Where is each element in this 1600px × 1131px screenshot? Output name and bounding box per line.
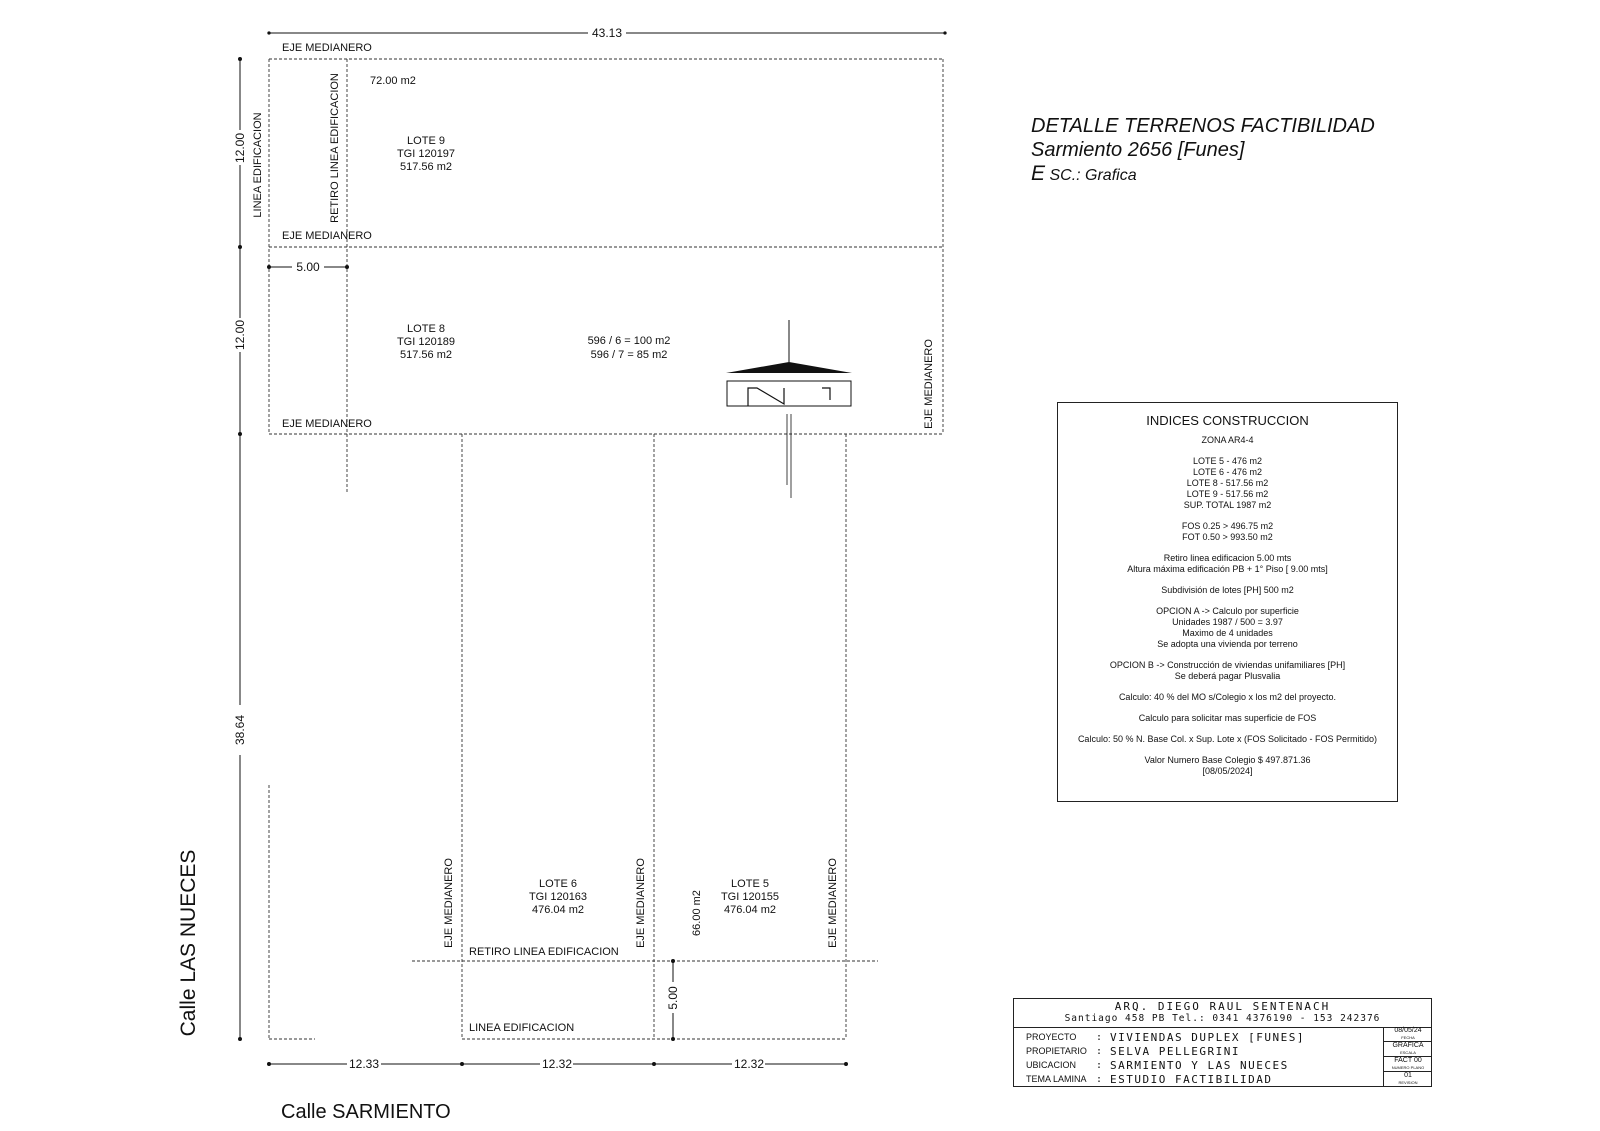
svg-text:5.00: 5.00 (666, 986, 680, 1010)
opcion-a: OPCION A -> Calculo por superficie Unidades 1987 / 500 = 3.97 Maximo de 4 unidades Se adopta una vivienda por terreno (1156, 606, 1299, 649)
north-arrow-icon (726, 320, 852, 498)
title-line-2: Sarmiento 2656 [Funes] (1031, 139, 1245, 161)
fos-fot: FOS 0.25 > 496.75 m2 FOT 0.50 > 993.50 m2 (1181, 521, 1274, 542)
valor-base: Valor Numero Base Colegio $ 497.871.36 [08/05/2024] (1144, 755, 1311, 776)
svg-text:EJE MEDIANERO: EJE MEDIANERO (282, 230, 372, 242)
svg-text:TGI 120163: TGI 120163 (528, 891, 588, 903)
cartouche-row-tema: TEMA LAMINA : ESTUDIO FACTIBILIDAD (1026, 1072, 1273, 1086)
svg-text:LOTE 6: LOTE 6 (539, 878, 577, 890)
scale-line: E SC.: Grafica (1031, 162, 1137, 185)
svg-text:TGI 120155: TGI 120155 (720, 891, 780, 903)
cartouche-row-propietario: PROPIETARIO : SELVA PELLEGRINI (1026, 1044, 1240, 1058)
zona: ZONA AR4-4 (1201, 435, 1254, 445)
cartouche-header (1014, 999, 1431, 1028)
plano-cell: FACT 00 NUMERO PLANO (1384, 1057, 1432, 1072)
fecha-cell: 08/05/24 FECHA (1384, 1027, 1432, 1042)
svg-text:LOTE 9: LOTE 9 (407, 135, 445, 147)
escala-cell: GRAFICA ESCALA (1384, 1042, 1432, 1057)
revision-cell: 01 REVISION (1398, 1072, 1418, 1085)
architect-address: Santiago 458 PB Tel.: 0341 4376190 - 153 242376 (1064, 1013, 1381, 1024)
calc-line-1: 596 / 6 = 100 m2 (587, 335, 671, 347)
svg-text:476.04 m2: 476.04 m2 (724, 904, 776, 916)
dimension-500-top (267, 260, 349, 274)
street-las-nueces: Calle LAS NUECES (177, 849, 200, 1037)
svg-text:5.00: 5.00 (296, 260, 320, 274)
svg-text:EJE MEDIANERO: EJE MEDIANERO (635, 858, 647, 948)
calculo-2: Calculo para solicitar mas superficie de FOS (1138, 713, 1317, 723)
dimension-3864: 38.64 (233, 714, 247, 746)
lot-5-label (721, 878, 779, 916)
lot-6-label (529, 878, 587, 916)
drawing-title (1031, 114, 1375, 188)
bottom-dimension-chain (267, 1057, 848, 1071)
subdivision: Subdivisión de lotes [PH] 500 m2 (1161, 585, 1294, 595)
svg-text:EJE MEDIANERO: EJE MEDIANERO (923, 339, 935, 429)
overall-width-dimension (269, 26, 945, 40)
svg-text:EJE MEDIANERO: EJE MEDIANERO (282, 418, 372, 430)
retiro-linea-vertical: RETIRO LINEA EDIFICACION (329, 73, 341, 223)
cartouche-rows (1026, 1030, 1381, 1086)
calculo-1: Calculo: 40 % del MO s/Colegio x los m2 del proyecto. (1118, 692, 1337, 702)
linea-edificacion-horizontal: LINEA EDIFICACION (469, 1022, 575, 1034)
calculo-3: Calculo: 50 % N. Base Col. x Sup. Lote x (FOS Solicitado - FOS Permitido) (1077, 734, 1378, 744)
svg-text:12.33: 12.33 (348, 1057, 380, 1071)
cartouche-row-ubicacion: UBICACION : SARMIENTO Y LAS NUECES (1026, 1058, 1289, 1072)
eje-medianero-labels (282, 42, 935, 948)
lotes-list: LOTE 5 - 476 m2 LOTE 6 - 476 m2 LOTE 8 - 517.56 m2 LOTE 9 - 517.56 m2 SUP. TOTAL 1987 m2 (1183, 456, 1272, 510)
linea-edificacion-vertical: LINEA EDIFICACION (252, 112, 264, 218)
svg-text:LOTE 8: LOTE 8 (407, 323, 445, 335)
svg-text:LOTE 5: LOTE 5 (731, 878, 769, 890)
street-sarmiento: Calle SARMIENTO (281, 1101, 451, 1123)
indices-title: INDICES CONSTRUCCION (1146, 413, 1309, 428)
cartouche-side-cells (1383, 1027, 1432, 1087)
calc-line-2: 596 / 7 = 85 m2 (590, 349, 668, 361)
svg-text:EJE MEDIANERO: EJE MEDIANERO (282, 42, 372, 54)
svg-text:476.04 m2: 476.04 m2 (532, 904, 584, 916)
svg-text:517.56 m2: 517.56 m2 (400, 161, 452, 173)
cartouche-row-proyecto: PROYECTO : VIVIENDAS DUPLEX [FUNES] (1026, 1030, 1305, 1044)
dimension-12-top: 12.00 (233, 132, 247, 164)
dimension-12-middle: 12.00 (233, 319, 247, 351)
architect-name: ARQ. DIEGO RAUL SENTENACH (1114, 1000, 1331, 1013)
dimension-500-bottom (666, 959, 680, 1041)
opcion-b: OPCION B -> Construcción de viviendas unifamiliares [PH] Se deberá pagar Plusvalia (1109, 660, 1346, 681)
svg-text:TGI 120197: TGI 120197 (396, 148, 456, 160)
title-line-1: DETALLE TERRENOS FACTIBILIDAD (1031, 115, 1375, 137)
svg-text:517.56 m2: 517.56 m2 (400, 349, 452, 361)
svg-text:12.32: 12.32 (541, 1057, 573, 1071)
lot-8-label (397, 323, 455, 361)
svg-text:12.32: 12.32 (733, 1057, 765, 1071)
indices-construccion-panel (1057, 402, 1398, 802)
svg-text:EJE MEDIANERO: EJE MEDIANERO (827, 858, 839, 948)
svg-text:TGI 120189: TGI 120189 (396, 336, 456, 348)
area-66: 66.00 m2 (691, 890, 703, 936)
area-72: 72.00 m2 (370, 75, 416, 87)
overall-width-label: 43.13 (591, 26, 623, 40)
retiro-altura: Retiro linea edificacion 5.00 mts Altura máxima edificación PB + 1° Piso [ 9.00 mts] (1127, 553, 1328, 574)
svg-text:EJE MEDIANERO: EJE MEDIANERO (443, 858, 455, 948)
retiro-linea-horizontal: RETIRO LINEA EDIFICACION (469, 946, 619, 958)
lot-9-label (397, 135, 455, 173)
title-cartouche (1013, 998, 1432, 1087)
left-dimension-chain (233, 57, 247, 1041)
